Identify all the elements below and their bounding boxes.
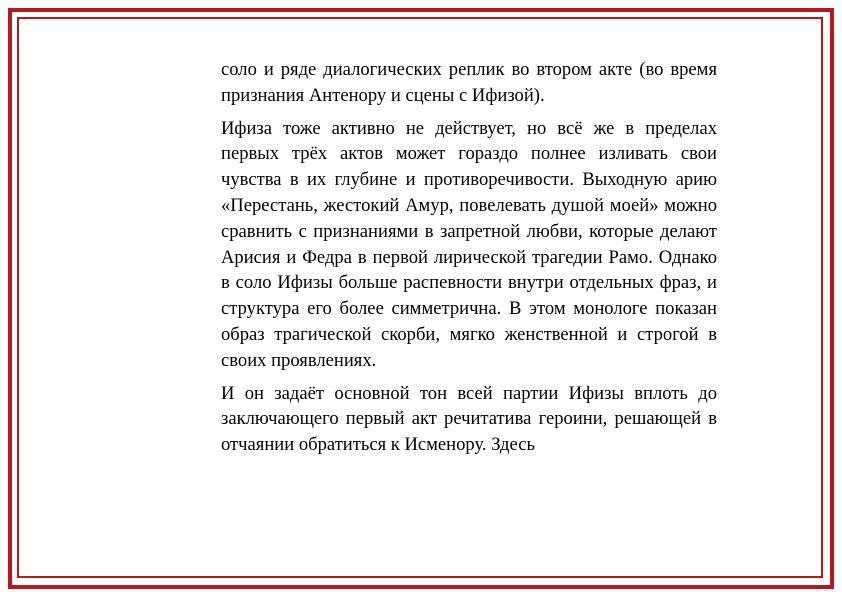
- paragraph-2: Ифиза тоже активно не действует, но всё же в пределах первых трёх актов может гораздо полнее изливать свои чувства в их глубине и противоречивости. Выходную арию «Перестань, жестокий Амур, повелевать душой моей» можно сравнить с признаниями в запретной любви, которые делают Арисия и Федра в первой лирической трагедии Рамо. Однако в соло Ифизы больше распевности внутри отдельных фраз, и структура его более симметрична. В этом монологе показан образ трагической скорби, мягко женственной и строгой в своих проявлениях.: [221, 117, 717, 371]
- text-body: [221, 57, 717, 465]
- paragraph-3: И он задаёт основной тон всей партии Ифизы вплоть до заключающего первый акт речитатива героини, решающей в отчаянии обратиться к Исменору. Здесь: [221, 382, 717, 456]
- paragraph-1: соло и ряде диалогических реплик во втором акте (во время признания Антенору и сцены с Ифизой).: [221, 59, 717, 106]
